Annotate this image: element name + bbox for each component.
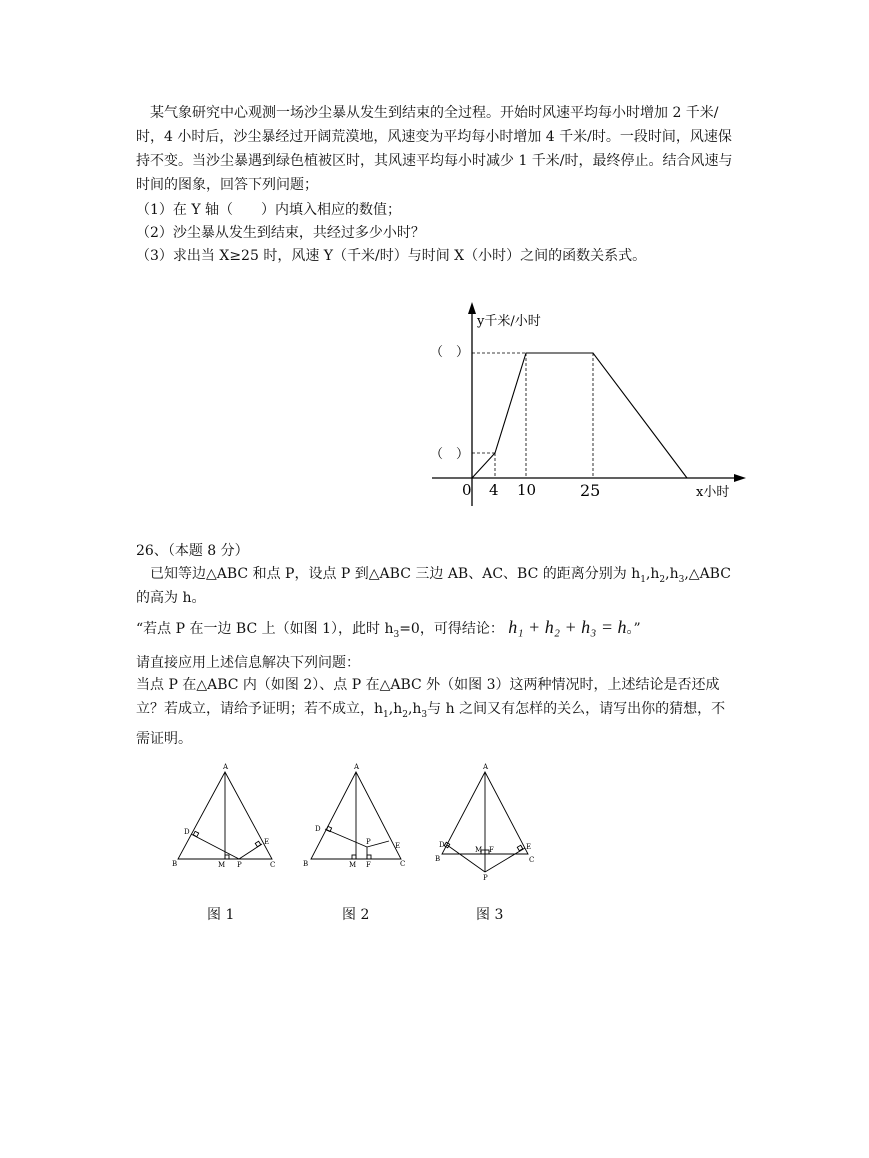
vertex-label-c: C <box>270 861 276 869</box>
y-blank-bottom: （ ） <box>430 447 470 462</box>
vertex-label-a: A <box>483 763 489 771</box>
point-label-e: E <box>526 843 532 851</box>
point-label-p: P <box>483 874 488 882</box>
point-label-p: P <box>366 838 371 846</box>
x-tick-label: 25 <box>580 481 601 500</box>
q26-quote: “若点 P 在一边 BC 上（如图 1），此时 $h_3=0$，可得结论： h₁ + h₂ + h₃ = h。” <box>136 617 641 640</box>
figure-3-caption: 图 3 <box>476 907 504 923</box>
point-label-e: E <box>264 838 270 846</box>
q25-item-2: （2）沙尘暴从发生到结束，共经过多少小时？ <box>136 225 425 241</box>
vertex-label-b: B <box>172 860 178 868</box>
q26-given-line2: 的高为 h。 <box>136 590 206 606</box>
vertex-label-b: B <box>435 855 441 863</box>
point-label-e: E <box>395 842 401 850</box>
q25-intro: 某气象研究中心观测一场沙尘暴从发生到结束的全过程。开始时风速平均每小时增加 2 千米/时，4 小时后，沙尘暴经过开阔荒漠地，风速变为平均每小时增加 4 千米/时。一段时间，风速保持不变。当沙尘暴遇到绿色植被区时，其风速平均每小时减少 1 千米/时，最终停止。结合风速与时间的图象，回答下列问题； <box>136 105 733 193</box>
vertex-label-a: A <box>354 763 360 771</box>
point-label-m: M <box>349 861 357 869</box>
q26-instruction: 请直接应用上述信息解决下列问题： <box>136 655 360 671</box>
point-label-f: F <box>366 861 371 869</box>
figure-3 <box>430 760 550 890</box>
x-axis-label: x小时 <box>696 485 730 500</box>
vertex-label-c: C <box>400 860 406 868</box>
y-axis-label: y千米/小时 <box>477 314 541 329</box>
point-label-m: M <box>218 861 226 869</box>
x-axis-arrow <box>734 474 746 482</box>
y-blank-top: （ ） <box>430 345 470 360</box>
q26-given: 已知等边△ABC 和点 P，设点 P 到△ABC 三边 AB、AC、BC 的距离分别为 $h_1,h_2,h_3,\triangle ABC$ <box>136 566 731 585</box>
guide-lines <box>472 353 593 478</box>
point-label-d: D <box>439 841 445 849</box>
x-tick-label: 4 <box>489 481 499 499</box>
vertex-label-a: A <box>223 763 229 771</box>
figure-1 <box>168 760 288 875</box>
point-label-f: F <box>489 846 494 854</box>
point-label-d: D <box>315 825 321 833</box>
y-axis-arrow <box>468 302 476 314</box>
wind-speed-series-line <box>472 353 687 478</box>
q26-body: 当点 P 在△ABC 内（如图 2）、点 P 在△ABC 外（如图 3）这两种情况时，上述结论是否还成立？若成立，请给予证明；若不成立，$h_1,h_2,h_3$与 h 之间又有怎样的关么，请写出你的猜想，不需证明。 <box>136 677 726 747</box>
x-tick-label: 10 <box>517 481 537 499</box>
vertex-label-c: C <box>529 856 535 864</box>
point-label-m: M <box>475 846 483 854</box>
vertex-label-b: B <box>303 860 309 868</box>
formula: h₁ + h₂ + h₃ = h <box>508 617 627 637</box>
q25-item-1: （1）在 Y 轴（ ）内填入相应的数值； <box>136 202 402 218</box>
point-label-p: P <box>237 861 242 869</box>
figure-1-caption: 图 1 <box>207 907 235 923</box>
figure-2 <box>300 760 420 875</box>
point-label-d: D <box>184 828 190 836</box>
q25-item-3: （3）求出当 X≥25 时，风速 Y（千米/时）与时间 X（小时）之间的函数关系式。 <box>136 248 647 264</box>
figure-2-caption: 图 2 <box>342 907 370 923</box>
q26-header: 26、（本题 8 分） <box>136 543 249 559</box>
wind-speed-graph <box>420 300 760 510</box>
x-tick-label: 0 <box>462 481 472 499</box>
